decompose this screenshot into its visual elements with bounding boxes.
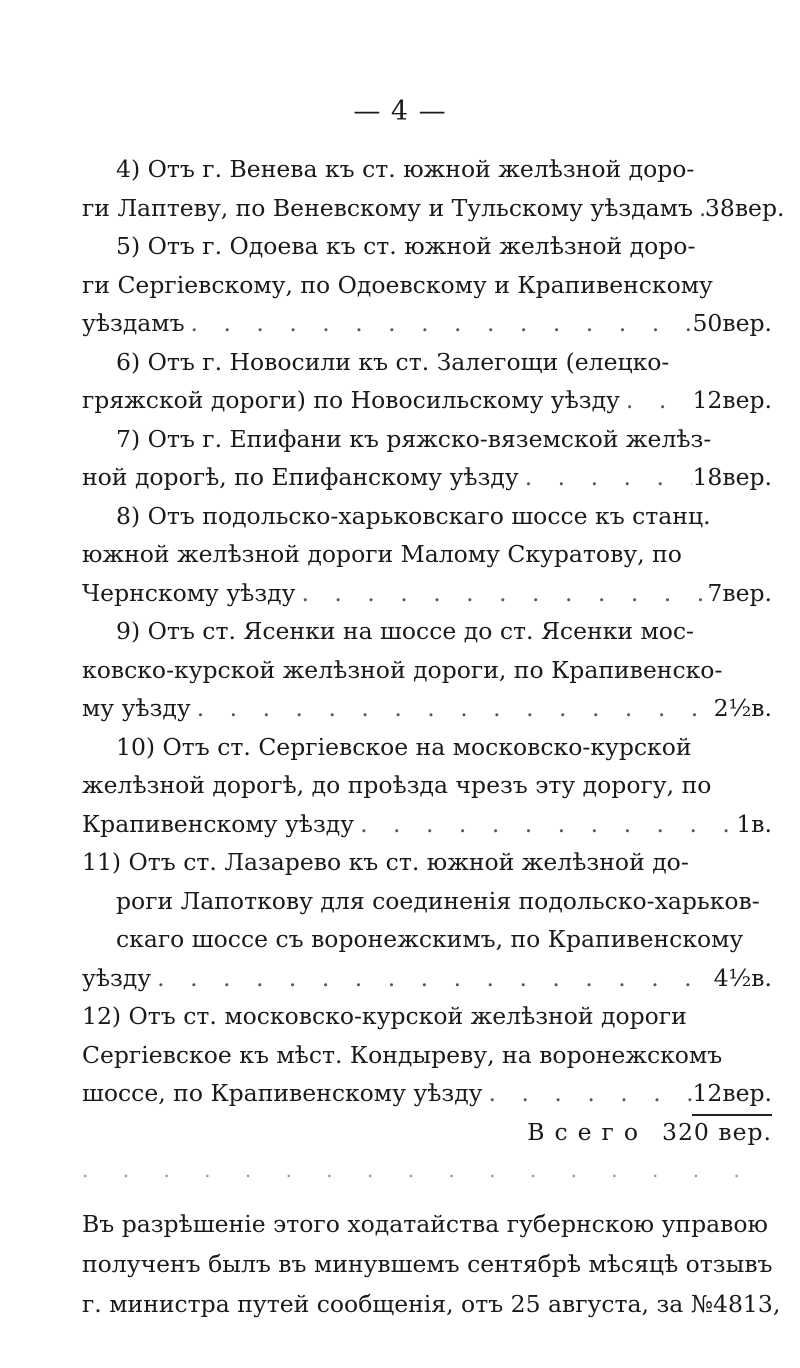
paragraph-line: полученъ былъ въ минувшемъ сентябрѣ мѣсяцѣ отзывъ [82, 1250, 773, 1278]
entry-line: 11) Отъ ст. Лазарево къ ст. южной желѣзной до- [82, 848, 689, 876]
entry-line: скаго шоссе съ воронежскимъ, по Крапивенскому [116, 925, 744, 953]
total-amount: 320 вер. [662, 1117, 772, 1146]
road-list [82, 150, 785, 1325]
list-item [82, 843, 772, 997]
entry-line: 8) Отъ подольско-харьковскаго шоссе къ станц. [116, 501, 711, 530]
entry-amount: 18вер. [692, 463, 772, 491]
list-item [82, 612, 772, 728]
entry-line: роги Лапоткову для соединенія подольско-харьков- [116, 886, 760, 915]
entry-line: ги Лаптеву, по Веневскому и Тульскому уѣздамъ [82, 193, 693, 222]
list-item [82, 227, 772, 343]
list-item [82, 497, 772, 613]
entry-amount: 12вер. [692, 386, 772, 414]
paragraph-line: г. министра путей сообщенія, отъ 25 августа, за №4813, [82, 1290, 781, 1318]
entry-amount: 1в. [736, 809, 772, 838]
entry-line: 6) Отъ г. Новосили къ ст. Залегощи (елецко- [116, 347, 670, 376]
dot-leader [151, 959, 713, 998]
list-item [82, 343, 772, 420]
dot-leader [483, 1074, 693, 1113]
dot-leader [519, 458, 693, 497]
page-number: — 4 — [353, 96, 447, 127]
entry-line: Чернскому уѣзду [82, 578, 296, 607]
dot-leader [191, 689, 714, 728]
entry-line: 7) Отъ г. Епифани къ ряжско-вяземской желѣз- [116, 424, 712, 453]
entry-line: уѣзду [82, 963, 152, 992]
entry-line: гряжской дороги) по Новосильскому уѣзду [82, 386, 620, 414]
list-item [82, 728, 772, 844]
entry-line: 12) Отъ ст. московско-курской желѣзной дороги [82, 1002, 687, 1030]
entry-amount: 50вер. [692, 309, 772, 337]
list-item [82, 420, 772, 497]
paragraph-line: Въ разрѣшеніе этого ходатайства губернскою управою [82, 1210, 768, 1238]
faint-dot-rule: . . . . . . . . . . . . . . . . . [82, 1158, 754, 1181]
list-item [82, 150, 785, 227]
entry-line: 10) Отъ ст. Сергіевское на московско-курской [116, 732, 692, 761]
entry-amount: 7вер. [707, 578, 772, 607]
entry-line: му уѣзду [82, 694, 191, 722]
entry-line: ги Сергіевскому, по Одоевскому и Крапивенскому [82, 270, 713, 299]
entry-line: ковско-курской желѣзной дороги, по Крапивенско- [82, 655, 723, 684]
dot-leader [620, 381, 693, 420]
entry-line: 5) Отъ г. Одоева къ ст. южной желѣзной доро- [116, 232, 696, 260]
entry-amount: 12вер. [692, 1074, 772, 1116]
entry-line: Сергіевское къ мѣст. Кондыреву, на воронежскомъ [82, 1040, 723, 1069]
entry-line: 4) Отъ г. Венева къ ст. южной желѣзной доро- [116, 155, 695, 183]
total-row [82, 1113, 772, 1152]
entry-amount: 2½в. [713, 694, 772, 722]
entry-line: шоссе, по Крапивенскому уѣзду [82, 1079, 483, 1107]
entry-line: ной дорогѣ, по Епифанскому уѣзду [82, 463, 519, 491]
dot-leader [354, 805, 736, 844]
dot-leader [295, 574, 707, 613]
total-label: Всего [527, 1117, 649, 1146]
entry-amount: 4½в. [713, 963, 772, 992]
list-item [82, 997, 772, 1113]
entry-line: уѣздамъ [82, 309, 185, 337]
entry-line: 9) Отъ ст. Ясенки на шоссе до ст. Ясенки мос- [116, 617, 694, 645]
body-paragraph [82, 1205, 781, 1325]
dot-leader [693, 189, 705, 228]
entry-line: Крапивенскому уѣзду [82, 809, 355, 838]
entry-line: желѣзной дорогѣ, до проѣзда чрезъ эту дорогу, по [82, 771, 712, 799]
dot-leader [185, 304, 693, 343]
entry-amount: 38вер. [704, 193, 785, 222]
entry-line: южной желѣзной дороги Малому Скуратову, по [82, 540, 682, 568]
